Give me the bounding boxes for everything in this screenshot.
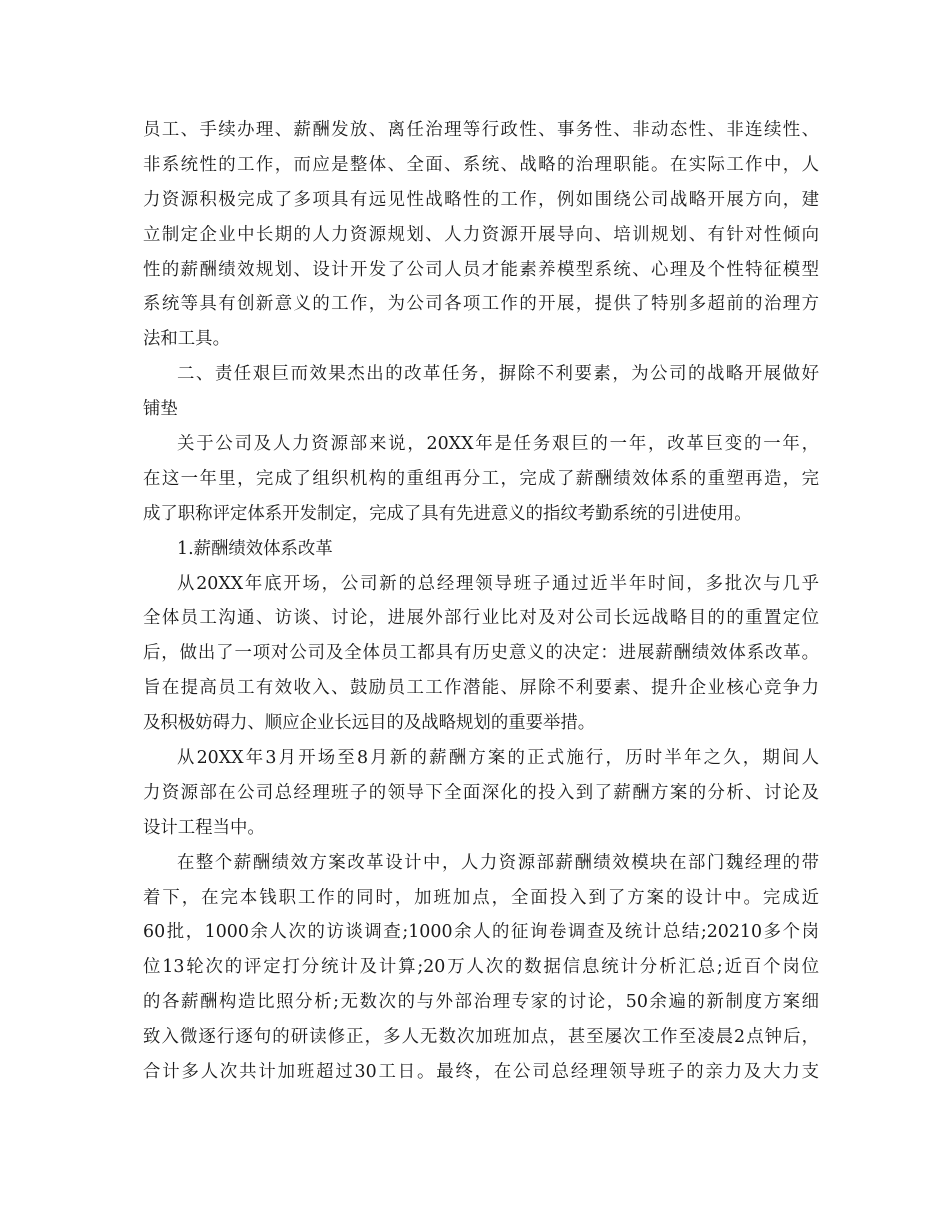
text-line: 在这一年里，完成了组织机构的重组再分工，完成了薪酬绩效体系的重塑再造，完 <box>143 468 819 489</box>
text-line: 60批，1000余人次的访谈调查;1000余人的征询卷调查及统计总结;20210多个岗 <box>143 922 819 943</box>
text-line: 二、责任艰巨而效果杰出的改革任务，摒除不利要素，为公司的战略开展做好 <box>177 364 819 385</box>
text-line: 员工、手续办理、薪酬发放、离任治理等行政性、事务性、非动态性、非连续性、 <box>143 120 819 140</box>
text-line: 全体员工沟通、访谈、讨论，进展外部行业比对及对公司长远战略目的的重置定位 <box>143 608 819 629</box>
text-line: 成了职称评定体系开发制定，完成了具有先进意义的指纹考勤系统的引进使用。 <box>143 503 752 524</box>
text-line: 力资源部在公司总经理班子的领导下全面深化的投入到了薪酬方案的分析、讨论及 <box>143 782 819 803</box>
text-line: 力资源积极完成了多项具有远见性战略性的工作，例如围绕公司战略开展方向，建 <box>143 189 819 210</box>
text-line: 从20XX年3月开场至8月新的薪酬方案的正式施行，历时半年之久，期间人 <box>177 748 819 769</box>
text-line: 后，做出了一项对公司及全体员工都具有历史意义的决定：进展薪酬绩效体系改革。 <box>143 643 819 664</box>
text-line: 立制定企业中长期的人力资源规划、人力资源开展导向、培训规划、有针对性倾向 <box>143 224 819 245</box>
text-line: 的各薪酬构造比照分析;无数次的与外部治理专家的讨论，50余遍的新制度方案细 <box>143 992 819 1013</box>
text-line: 非系统性的工作，而应是整体、全面、系统、战略的治理职能。在实际工作中，人 <box>143 154 819 175</box>
text-line: 设计工程当中。 <box>143 817 265 838</box>
text-line: 法和工具。 <box>143 329 230 350</box>
text-line: 性的薪酬绩效规划、设计开发了公司人员才能素养模型系统、心理及个性特征模型 <box>143 259 819 280</box>
text-line: 及积极妨碍力、顺应企业长远目的及战略规划的重要举措。 <box>143 713 596 734</box>
text-line: 1.薪酬绩效体系改革 <box>177 538 333 559</box>
text-line: 在整个薪酬绩效方案改革设计中，人力资源部薪酬绩效模块在部门魏经理的带 <box>177 852 819 873</box>
text-line: 致入微逐行逐句的研读修正，多人无数次加班加点，甚至屡次工作至凌晨2点钟后， <box>143 1027 819 1048</box>
text-line: 铺垫 <box>143 399 178 420</box>
text-line: 旨在提高员工有效收入、鼓励员工工作潜能、屏除不利要素、提升企业核心竞争力 <box>143 678 819 699</box>
text-line: 从20XX年底开场，公司新的总经理领导班子通过近半年时间，多批次与几乎 <box>177 573 819 594</box>
text-line: 合计多人次共计加班超过30工日。最终，在公司总经理领导班子的亲力及大力支 <box>143 1062 819 1083</box>
text-line: 系统等具有创新意义的工作，为公司各项工作的开展，提供了特别多超前的治理方 <box>143 294 819 315</box>
text-line: 位13轮次的评定打分统计及计算;20万人次的数据信息统计分析汇总;近百个岗位 <box>143 957 819 978</box>
body-text <box>143 113 819 1090</box>
text-line: 关于公司及人力资源部来说，20XX年是任务艰巨的一年，改革巨变的一年， <box>177 434 819 455</box>
text-line: 着下，在完本钱职工作的同时，加班加点，全面投入到了方案的设计中。完成近 <box>143 887 819 908</box>
